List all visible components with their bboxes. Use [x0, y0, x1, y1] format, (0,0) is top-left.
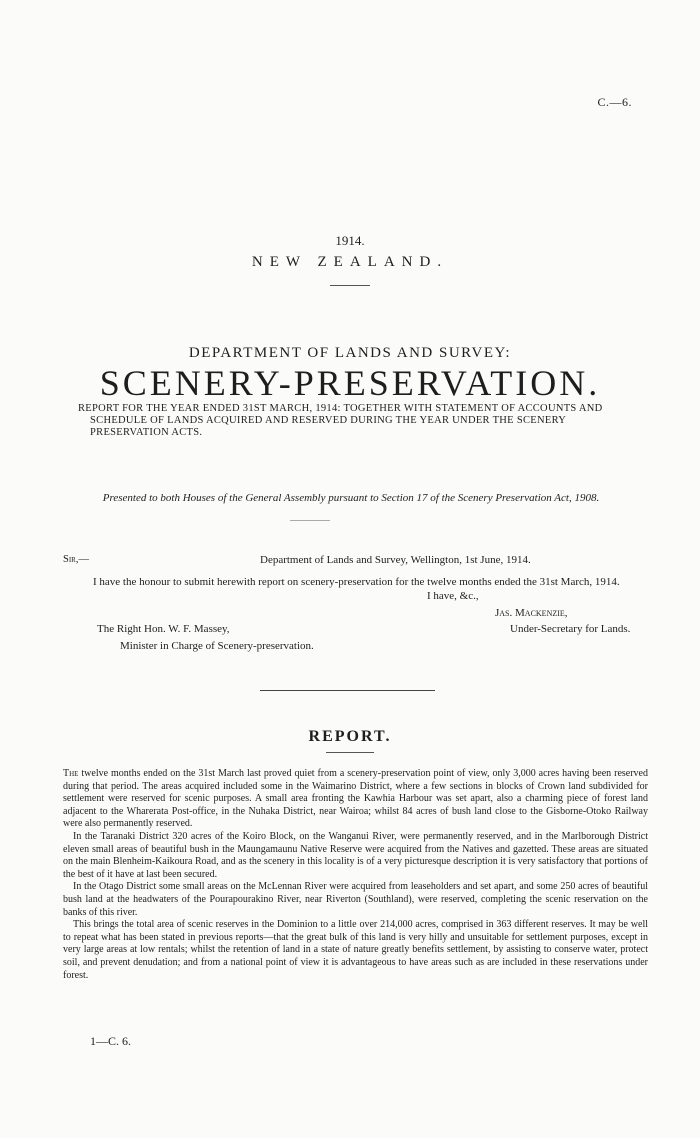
letter-closing: I have, &c.,	[427, 590, 479, 602]
paragraph-lead-word: The	[63, 768, 79, 779]
letter-signatory: Jas. Mackenzie,	[495, 607, 568, 619]
presented-divider	[290, 520, 330, 521]
signatory-title: Under-Secretary for Lands.	[510, 623, 631, 635]
report-paragraph: In the Taranaki District 320 acres of the Koiro Block, on the Wanganui River, were permanently reserved, and in the Marlborough District eleven small areas of beautiful bush in the Maungamaunu Native Reserve were acquired from the Natives and gazetted. These areas are situated on the main Blenheim-Kaikoura Road, and as the scenery in this locality is of a very picturesque description it is very satisfactory that portions of the best of it have at last been secured.	[63, 830, 648, 880]
presented-notice: Presented to both Houses of the General Assembly pursuant to Section 17 of the Scenery Preservation Act, 1908.	[102, 492, 600, 504]
letter-salutation: Sir,—	[63, 554, 89, 565]
letter-address-date: Department of Lands and Survey, Wellington, 1st June, 1914.	[260, 554, 531, 566]
report-heading-divider	[326, 752, 374, 753]
letter-body: I have the honour to submit herewith report on scenery-preservation for the twelve months ended the 31st March, 1914.	[93, 576, 620, 588]
paragraph-text: twelve months ended on the 31st March last proved quiet from a scenery-preservation point of view, only 3,000 acres having been reserved during that period. The areas acquired included some in the Waimarino District, where a few sections in blocks of Crown land subdivided for settlement were reserved for scenic purposes. A small area fronting the Kawhia Harbour was set apart, also a charming piece of forest land adjacent to the Wharerata Post-office, in the Nuhaka District, near Wairoa; whilst 84 acres of bush land close to the Gisborne-Otoko Railway were also permanently reserved.	[63, 768, 648, 830]
title-divider	[330, 285, 370, 286]
department-heading: DEPARTMENT OF LANDS AND SURVEY:	[188, 345, 512, 361]
report-paragraph	[63, 768, 648, 831]
document-code: C.—6.	[597, 95, 632, 109]
section-divider	[260, 690, 435, 691]
report-year: 1914.	[335, 233, 365, 248]
main-title: SCENERY-PRESERVATION.	[99, 363, 601, 403]
report-subtitle: REPORT FOR THE YEAR ENDED 31ST MARCH, 1914: TOGETHER WITH STATEMENT OF ACCOUNTS AND SCHEDULE OF LANDS ACQUIRED AND RESERVED DURING THE YEAR UNDER THE SCENERY PRESERVATION ACTS.	[78, 403, 603, 438]
letter-addressee: The Right Hon. W. F. Massey,	[97, 623, 230, 635]
addressee-title: Minister in Charge of Scenery-preservation.	[120, 640, 314, 652]
report-body	[63, 768, 648, 982]
report-paragraph: This brings the total area of scenic reserves in the Dominion to a little over 214,000 acres, comprised in 363 different reserves. It may be well to repeat what has been stated in previous reports—that the great bulk of this land is very hilly and unsuitable for settlement purposes, except in very large areas at low rentals; whilst the retention of land in a state of nature greatly benefits settlement, by assisting to conserve water, protect soil, and prevent denudation; and from a national point of view it is advantageous to have areas such as are included in these reservations under forest.	[63, 919, 648, 981]
report-paragraph: In the Otago District some small areas on the McLennan River were acquired from leaseholders and set apart, and some 250 acres of beautiful bush land at the headwaters of the Pourapourakino River, near Riverton (Southland), were reserved, completing the scenic reservation on the banks of this river.	[63, 881, 648, 918]
page-code: 1—C. 6.	[90, 1034, 132, 1048]
report-heading: REPORT.	[308, 728, 392, 745]
country-name: NEW ZEALAND.	[251, 254, 449, 270]
